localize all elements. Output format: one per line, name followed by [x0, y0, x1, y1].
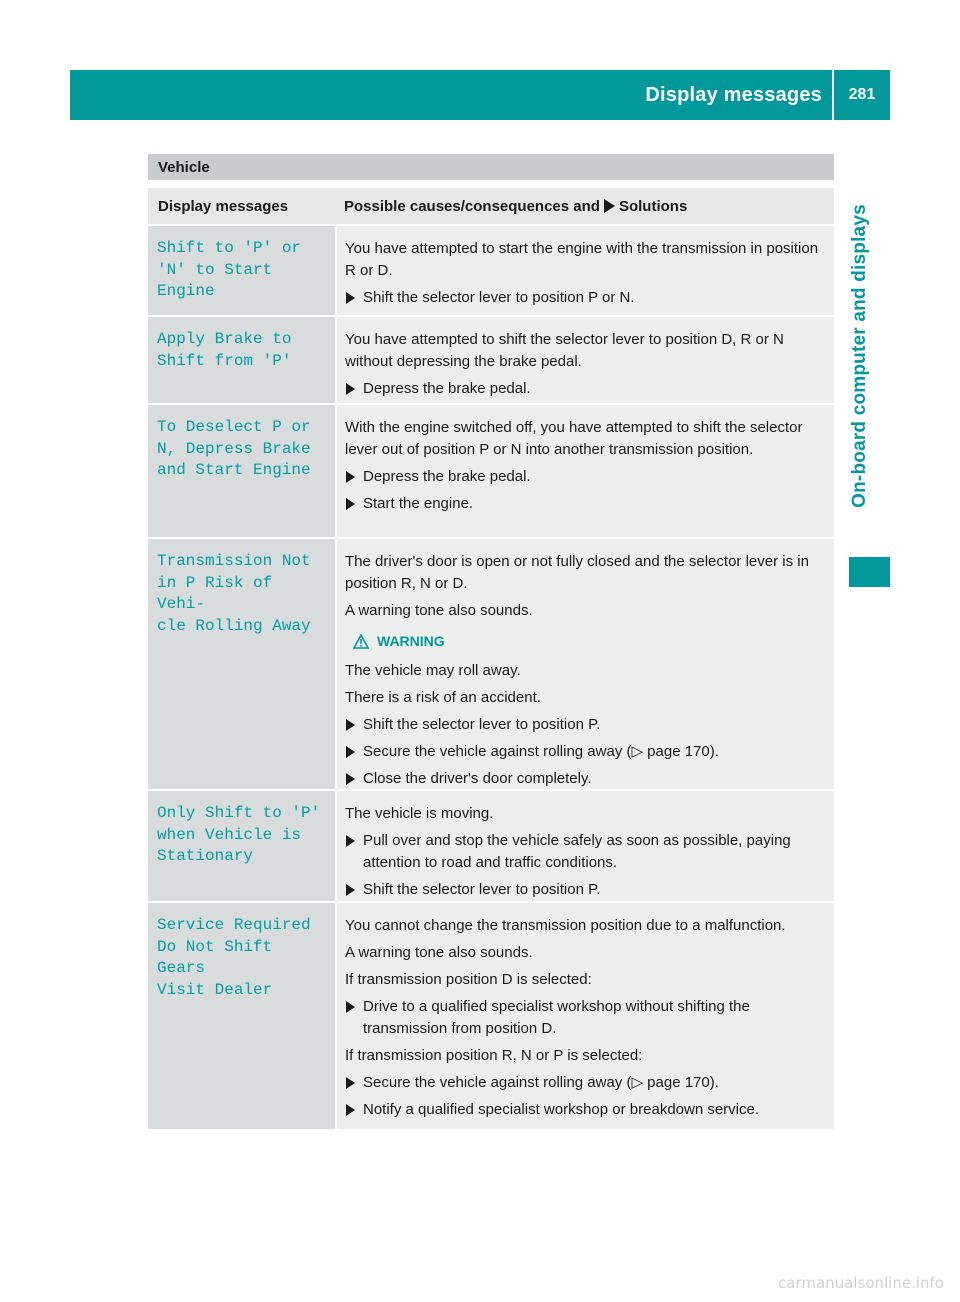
table-row — [148, 903, 834, 1129]
step-arrow-icon — [346, 1001, 355, 1013]
step-arrow-icon — [346, 498, 355, 510]
col-header-causes-text: Possible causes/consequences and — [344, 197, 600, 215]
table-row — [148, 405, 834, 537]
step-arrow-icon — [346, 1077, 355, 1089]
cause-text: A warning tone also sounds. — [345, 602, 533, 619]
row-description — [337, 405, 834, 537]
solution-step — [345, 378, 828, 400]
solution-step — [345, 879, 828, 901]
solution-step — [345, 768, 828, 790]
display-message: Transmission Not in P Risk of Vehi‑ cle Rolling Away — [148, 539, 335, 789]
solution-step — [345, 466, 828, 488]
step-text: Depress the brake pedal. — [363, 380, 531, 397]
cause-text: If transmission position D is selected: — [345, 971, 592, 988]
step-arrow-icon — [346, 471, 355, 483]
col-header-solutions-text: Solutions — [618, 197, 688, 215]
table-header — [148, 188, 834, 224]
page-header — [70, 70, 890, 120]
step-arrow-icon — [346, 773, 355, 785]
solutions-arrow-icon — [604, 199, 615, 213]
display-message: Only Shift to 'P' when Vehicle is Stationary — [148, 791, 335, 901]
row-description — [337, 317, 834, 403]
step-arrow-icon — [346, 719, 355, 731]
cause-text: With the engine switched off, you have attempted to shift the selector lever out of position P or N into another transmission position. — [345, 419, 803, 458]
step-text: Start the engine. — [363, 495, 474, 512]
step-arrow-icon — [346, 835, 355, 847]
cause-text: There is a risk of an accident. — [345, 689, 541, 706]
table-row — [148, 317, 834, 403]
side-tab-marker — [849, 557, 890, 587]
cause-text: The driver's door is open or not fully closed and the selector lever is in position R, N or D. — [345, 553, 809, 592]
cause-text: You have attempted to shift the selector lever to position D, R or N without depressing the brake pedal. — [345, 331, 784, 370]
step-arrow-icon — [346, 884, 355, 896]
step-arrow-icon — [346, 1104, 355, 1116]
step-text: Shift the selector lever to position P or N. — [363, 289, 635, 306]
side-tab — [842, 164, 878, 548]
side-tab-label: On-board computer and displays — [849, 204, 870, 508]
step-text: Secure the vehicle against rolling away (▷ page 170). — [363, 1074, 719, 1091]
solution-step — [345, 741, 828, 763]
step-arrow-icon — [346, 292, 355, 304]
step-text: Drive to a qualified specialist workshop without shifting the transmission from position D. — [363, 998, 750, 1037]
display-message: Apply Brake to Shift from 'P' — [148, 317, 335, 403]
step-text: Notify a qualified specialist workshop or breakdown service. — [363, 1101, 760, 1118]
row-description — [337, 539, 834, 789]
table-row — [148, 226, 834, 315]
col-header-messages: Display messages — [158, 197, 289, 215]
step-text: Close the driver's door completely. — [363, 770, 592, 787]
step-text: Secure the vehicle against rolling away (▷ page 170). — [363, 743, 719, 760]
solution-step — [345, 493, 828, 515]
cause-text: If transmission position R, N or P is selected: — [345, 1047, 643, 1064]
step-text: Depress the brake pedal. — [363, 468, 531, 485]
step-arrow-icon — [346, 383, 355, 395]
cause-text: You have attempted to start the engine with the transmission in position R or D. — [345, 240, 819, 279]
cause-text: The vehicle may roll away. — [345, 662, 521, 679]
cause-text: You cannot change the transmission position due to a malfunction. — [345, 917, 786, 934]
display-message: Shift to 'P' or 'N' to Start Engine — [148, 226, 335, 315]
watermark: carmanualsonline.info — [778, 1274, 944, 1292]
row-description — [337, 226, 834, 315]
warning-label: WARNING — [377, 633, 445, 649]
table-row — [148, 791, 834, 901]
solution-step — [345, 996, 828, 1040]
cause-text: The vehicle is moving. — [345, 805, 494, 822]
table-row — [148, 539, 834, 789]
step-text: Shift the selector lever to position P. — [363, 716, 601, 733]
step-text: Shift the selector lever to position P. — [363, 881, 601, 898]
warning-heading — [353, 630, 828, 652]
solution-step — [345, 830, 828, 874]
step-text: Pull over and stop the vehicle safely as soon as possible, paying attention to road and traffic conditions. — [363, 832, 791, 871]
warning-triangle-icon — [353, 634, 369, 649]
section-title: Vehicle — [148, 154, 834, 180]
col-header-causes — [335, 198, 834, 215]
messages-table — [148, 154, 834, 1131]
solution-step — [345, 287, 828, 309]
step-arrow-icon — [346, 746, 355, 758]
cause-text: A warning tone also sounds. — [345, 944, 533, 961]
solution-step — [345, 1099, 828, 1121]
row-description — [337, 791, 834, 901]
solution-step — [345, 1072, 828, 1094]
display-message: Service Required Do Not Shift Gears Visit Dealer — [148, 903, 335, 1129]
page-number: 281 — [848, 86, 876, 103]
header-title: Display messages — [645, 83, 822, 106]
display-message: To Deselect P or N, Depress Brake and Start Engine — [148, 405, 335, 537]
solution-step — [345, 714, 828, 736]
row-description — [337, 903, 834, 1129]
